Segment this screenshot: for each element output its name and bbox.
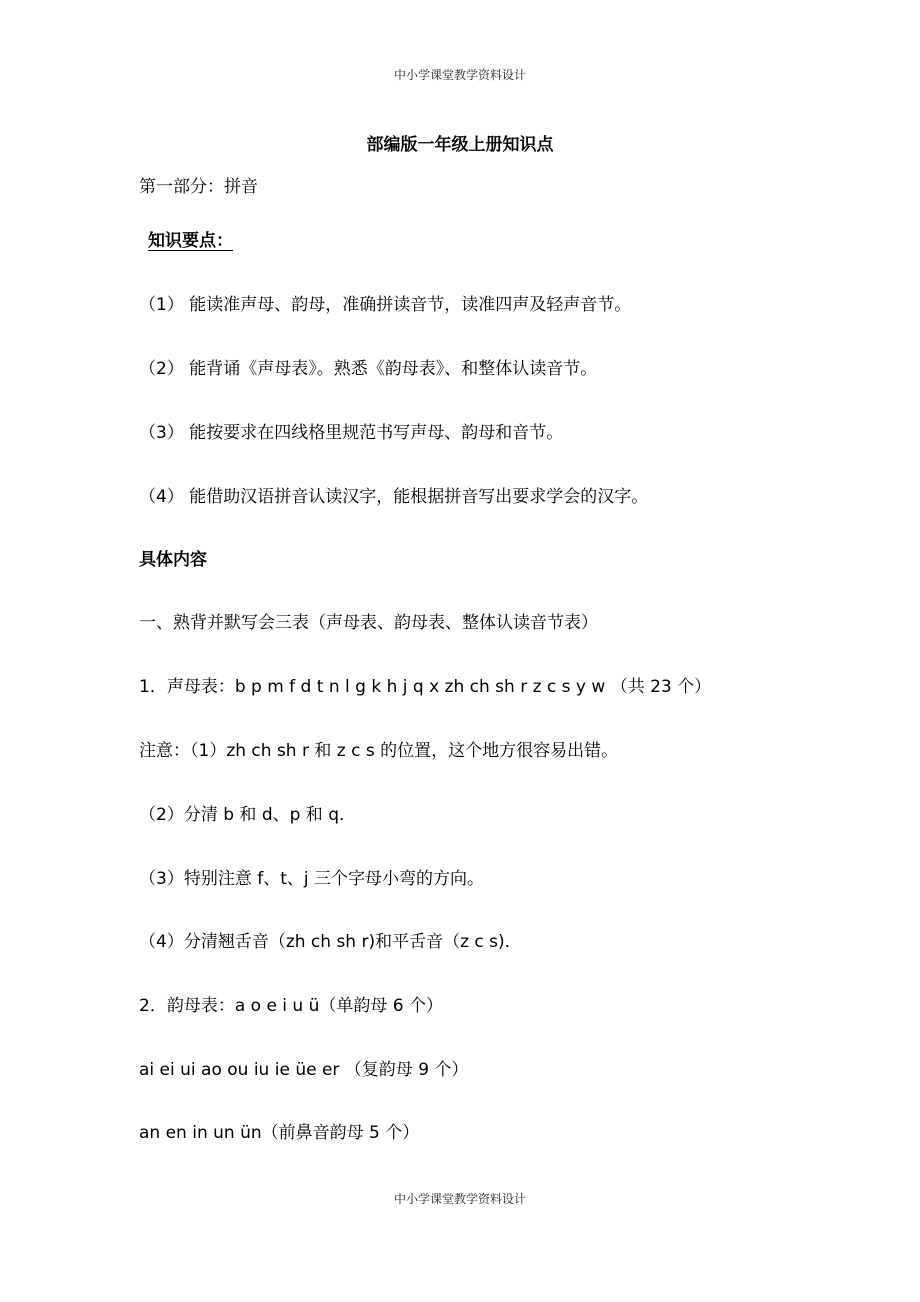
point-item: （3） 能按要求在四线格里规范书写声母、韵母和音节。 (139, 423, 564, 443)
document-title: 部编版一年级上册知识点 (366, 135, 554, 155)
section-label: 第一部分：拼音 (139, 177, 258, 197)
point-item: （2） 能背诵《声母表》。熟悉《韵母表》、和整体认读音节。 (139, 359, 598, 379)
points-heading: 知识要点： (148, 231, 233, 251)
page-header: 中小学课堂教学资料设计 (393, 68, 526, 82)
content-line: 1．声母表：b p m f d t n l g k h j q x zh ch sh r z c s y w （共 23 个） (139, 677, 712, 697)
content-line: 注意：（1）zh ch sh r 和 z c s 的位置，这个地方很容易出错。 (139, 741, 619, 761)
content-line: （3）特别注意 f、t、j 三个字母小弯的方向。 (139, 869, 484, 889)
content-line: 2．韵母表：a o e i u ü（单韵母 6 个） (139, 996, 444, 1016)
content-line: 一、熟背并默写会三表（声母表、韵母表、整体认读音节表） (139, 613, 598, 633)
point-item: （1） 能读准声母、韵母，准确拼读音节，读准四声及轻声音节。 (139, 295, 632, 315)
content-line: （4）分清翘舌音（zh ch sh r)和平舌音（z c s). (139, 932, 511, 952)
page-footer: 中小学课堂教学资料设计 (393, 1192, 526, 1206)
content-line: （2）分清 b 和 d、p 和 q. (139, 805, 345, 825)
content-line: an en in un ün（前鼻音韵母 5 个） (139, 1123, 420, 1143)
content-line: ai ei ui ao ou iu ie üe er （复韵母 9 个） (139, 1060, 469, 1080)
point-item: （4） 能借助汉语拼音认读汉字，能根据拼音写出要求学会的汉字。 (139, 487, 649, 507)
content-heading: 具体内容 (139, 550, 207, 570)
